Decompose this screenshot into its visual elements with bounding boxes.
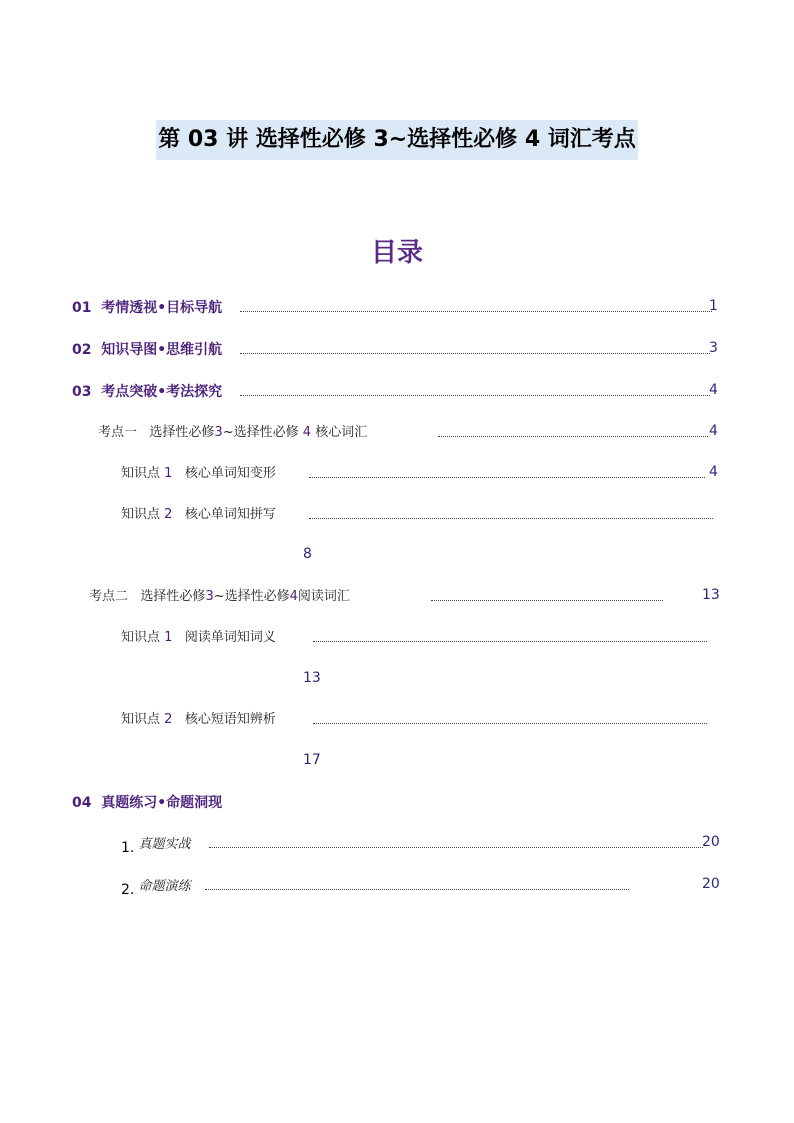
toc-entry-label-part: 核心词汇 (315, 425, 368, 440)
toc-entry-03[interactable] (72, 380, 722, 404)
toc-entry-04[interactable] (72, 791, 472, 815)
toc-leader-dots (313, 723, 707, 724)
toc-entry-label: 核心单词知变形 (184, 466, 276, 481)
toc-page-number: 4 (709, 423, 718, 439)
toc-heading: 目录 (370, 238, 423, 268)
toc-entry-zhishidian-1-1[interactable] (121, 462, 721, 486)
toc-entry-kaodian-1[interactable] (98, 421, 718, 445)
toc-entry-number: 2 (164, 712, 173, 727)
toc-entry-kaodian-2[interactable] (89, 585, 669, 609)
toc-leader-dots (240, 353, 710, 354)
toc-entry-number: 1. (121, 840, 135, 856)
document-title-row (0, 120, 794, 160)
toc-entry-number: 2 (164, 507, 173, 522)
toc-page-number: 8 (303, 546, 312, 562)
toc-leader-dots (309, 477, 705, 478)
toc-leader-dots (240, 311, 712, 312)
toc-entry-02[interactable] (72, 338, 722, 362)
toc-entry-zhishidian-2-1[interactable] (121, 626, 721, 650)
toc-entry-04-2[interactable] (121, 874, 641, 898)
toc-entry-label: 考情透视•目标导航 (101, 300, 223, 316)
toc-page-number: 13 (702, 587, 720, 603)
toc-page-number: 1 (709, 298, 718, 314)
toc-page-number: 4 (709, 464, 718, 480)
toc-page-number: 20 (702, 834, 720, 850)
toc-entry-number: 3 (214, 425, 223, 440)
toc-entry-number: 01 (72, 300, 92, 316)
toc-entry-label: 考点突破•考法探究 (101, 384, 223, 400)
toc-entry-01[interactable] (72, 296, 722, 320)
toc-entry-zhishidian-2-2[interactable] (121, 708, 721, 732)
toc-entry-04-1[interactable] (121, 832, 711, 856)
toc-page-number: 17 (303, 752, 321, 768)
toc-entry-number: 04 (72, 795, 92, 811)
toc-leader-dots (431, 600, 663, 601)
toc-leader-dots (205, 889, 629, 890)
toc-leader-dots (209, 847, 703, 848)
toc-entry-number: 03 (72, 384, 92, 400)
toc-entry-label: 核心短语知辨析 (184, 712, 276, 727)
toc-entry-number: 1 (164, 466, 173, 481)
document-title: 第 03 讲 选择性必修 3~选择性必修 4 词汇考点 (156, 120, 638, 160)
toc-entry-label-part: 选择性必修 (149, 425, 215, 440)
toc-entry-zhishidian-1-2[interactable] (121, 503, 721, 527)
toc-entry-prefix: 知识点 (121, 712, 161, 727)
toc-entry-label: 真题练习•命题洞现 (101, 795, 223, 811)
toc-entry-label-part: 选择性必修 (140, 589, 206, 604)
toc-leader-dots (313, 641, 707, 642)
toc-entry-number: 4 (302, 425, 312, 440)
toc-entry-prefix: 知识点 (121, 466, 161, 481)
toc-entry-label: 真题实战 (138, 837, 191, 852)
toc-entry-label-part: ~选择性必修 (222, 425, 299, 440)
toc-entry-label: 命题演练 (138, 879, 191, 894)
toc-page-number: 4 (709, 382, 718, 398)
toc-page-number: 20 (702, 876, 720, 892)
toc-entry-number: 3 (205, 589, 214, 604)
toc-entry-label-part: 阅读词汇 (297, 589, 350, 604)
toc-entry-number: 1 (164, 630, 173, 645)
toc-entry-label: 知识导图•思维引航 (101, 342, 223, 358)
toc-entry-prefix: 考点一 (98, 425, 138, 440)
toc-leader-dots (309, 518, 713, 519)
toc-leader-dots (240, 395, 710, 396)
toc-entry-label: 核心单词知拼写 (184, 507, 276, 522)
toc-page-number: 13 (303, 670, 321, 686)
toc-entry-number: 4 (289, 589, 298, 604)
toc-entry-number: 02 (72, 342, 92, 358)
toc-entry-label-part: ~选择性必修 (213, 589, 290, 604)
toc-entry-prefix: 考点二 (89, 589, 129, 604)
toc-entry-prefix: 知识点 (121, 507, 161, 522)
toc-entry-number: 2. (121, 882, 135, 898)
toc-entry-prefix: 知识点 (121, 630, 161, 645)
toc-page-number: 3 (709, 340, 718, 356)
toc-leader-dots (438, 436, 708, 437)
toc-entry-label: 阅读单词知词义 (184, 630, 276, 645)
